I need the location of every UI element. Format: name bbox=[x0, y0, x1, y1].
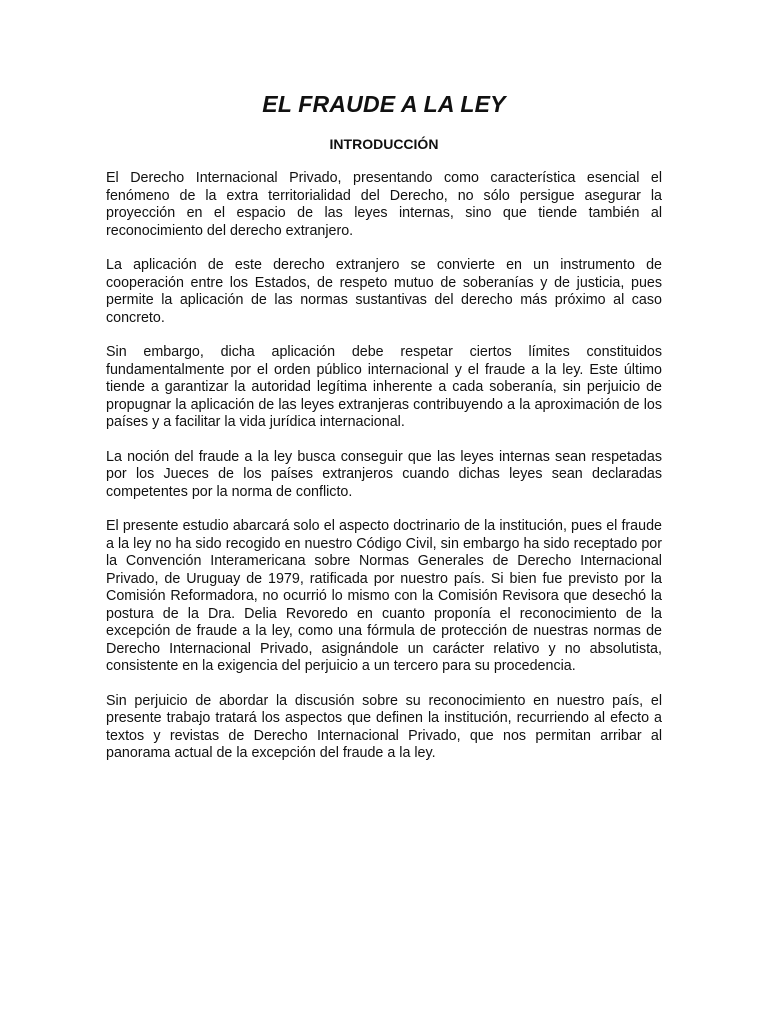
paragraph-3: Sin embargo, dicha aplicación debe respetar ciertos límites constituidos fundamentalmente por el orden público internacional y el fraude a la ley. Este último tiende a garantizar la autoridad legítima inherente a cada soberanía, sin perjuicio de propugnar la aplicación de las leyes extranjeras contribuyendo a la aproximación de los países y a facilitar la vida jurídica internacional. bbox=[106, 344, 662, 430]
paragraph-1: El Derecho Internacional Privado, presentando como característica esencial el fenómeno de la extra territorialidad del Derecho, no sólo persigue asegurar la proyección en el espacio de las leyes internas, sino que tiende también al reconocimiento del derecho extranjero. bbox=[106, 170, 662, 239]
section-heading: INTRODUCCIÓN bbox=[329, 136, 439, 152]
document-title: EL FRAUDE A LA LEY bbox=[262, 91, 506, 117]
paragraph-6: Sin perjuicio de abordar la discusión sobre su reconocimiento en nuestro país, el presente trabajo tratará los aspectos que definen la institución, recurriendo al efecto a textos y revistas de Derecho Internacional Privado, que nos permitan arribar al panorama actual de la excepción del fraude a la ley. bbox=[106, 692, 662, 761]
paragraph-2: La aplicación de este derecho extranjero se convierte en un instrumento de cooperación entre los Estados, de respeto mutuo de soberanías y de justicia, pues permite la aplicación de las normas sustantivas del derecho más próximo al caso concreto. bbox=[106, 257, 662, 326]
paragraph-5: El presente estudio abarcará solo el aspecto doctrinario de la institución, pues el fraude a la ley no ha sido recogido en nuestro Código Civil, sin embargo ha sido receptado por la Convención Interamericana sobre Normas Generales de Derecho Internacional Privado, de Uruguay de 1979, ratificada por nuestro país. Si bien fue previsto por la Comisión Reformadora, no ocurrió lo mismo con la Comisión Revisora que desechó la postura de la Dra. Delia Revoredo en cuanto proponía el reconocimiento de la excepción de fraude a la ley, como una fórmula de protección de nuestras normas de Derecho Internacional Privado, asignándole un carácter relativo y no absolutista, consistente en la exigencia del perjuicio a un tercero para su procedencia. bbox=[106, 518, 662, 674]
document-page bbox=[106, 90, 662, 763]
paragraph-4: La noción del fraude a la ley busca conseguir que las leyes internas sean respetadas por los Jueces de los países extranjeros cuando dichas leyes sean declaradas competentes por la norma de conflicto. bbox=[106, 448, 662, 500]
